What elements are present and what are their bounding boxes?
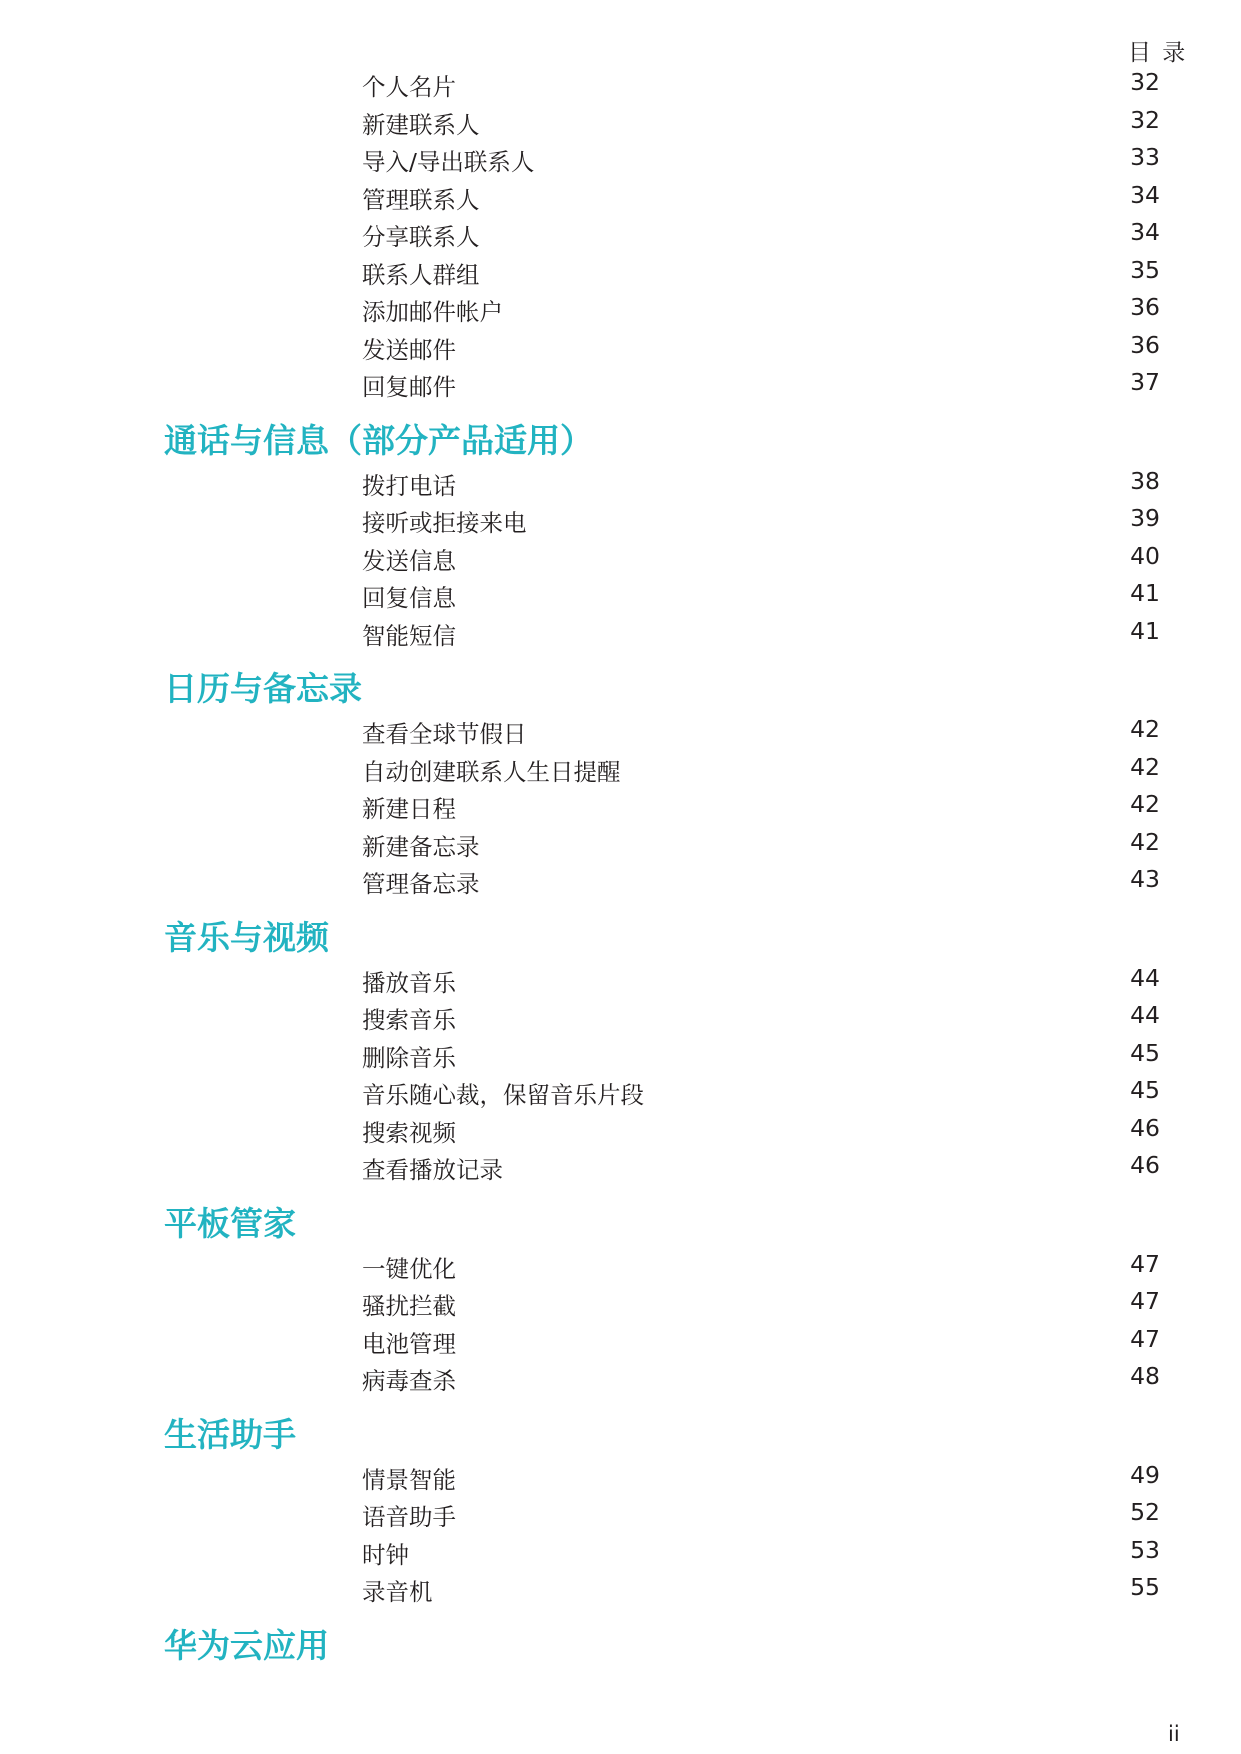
toc-entry-page-number: 47 <box>1130 1287 1160 1315</box>
toc-entry-title: 病毒查杀 <box>362 1367 456 1395</box>
section-heading-text: 生活助手 <box>164 1414 296 1454</box>
toc-entry-page-number: 48 <box>1130 1362 1160 1390</box>
toc-entry-title: 回复邮件 <box>362 373 456 401</box>
section-heading-text: 平板管家 <box>164 1203 296 1243</box>
toc-entry-title: 录音机 <box>362 1578 433 1606</box>
toc-entry-title: 管理备忘录 <box>362 870 480 898</box>
toc-entry-title: 一键优化 <box>362 1254 456 1283</box>
toc-entry[interactable] <box>0 824 1241 862</box>
toc-entry-page-number: 39 <box>1130 504 1160 532</box>
section-heading-text: 日历与备忘录 <box>164 669 362 708</box>
toc-entry-page-number: 45 <box>1130 1076 1160 1104</box>
toc-entry-title: 接听或拒接来电 <box>362 509 527 537</box>
toc-entry[interactable] <box>0 500 1241 538</box>
toc-entry-title: 新建备忘录 <box>362 832 480 861</box>
toc-entry[interactable] <box>0 327 1241 365</box>
toc-section-heading[interactable] <box>0 899 1241 960</box>
toc-entry-page-number: 53 <box>1130 1535 1160 1564</box>
toc-entry[interactable] <box>0 1321 1241 1359</box>
toc-entry-title: 发送信息 <box>362 546 456 575</box>
toc-entry-title: 联系人群组 <box>362 260 480 289</box>
toc-section-heading[interactable] <box>0 1185 1241 1246</box>
toc-entry-page-number: 45 <box>1130 1038 1160 1067</box>
toc-header-label: 目 录 <box>1128 40 1188 66</box>
toc-entry-page-number: 43 <box>1130 865 1160 893</box>
toc-entry-title: 搜索音乐 <box>362 1006 456 1034</box>
toc-entry[interactable] <box>0 1072 1241 1110</box>
toc-entry-page-number: 34 <box>1130 218 1160 246</box>
toc-entry-page-number: 42 <box>1130 790 1160 818</box>
toc-entry[interactable] <box>0 1147 1241 1185</box>
toc-entry-page-number: 46 <box>1130 1113 1160 1142</box>
toc-entry-title: 回复信息 <box>362 584 456 612</box>
toc-entry[interactable] <box>0 538 1241 576</box>
toc-entry-title: 删除音乐 <box>362 1043 456 1072</box>
toc-entry-page-number: 52 <box>1130 1498 1160 1526</box>
toc-entry-title: 播放音乐 <box>362 968 456 997</box>
toc-entry-page-number: 42 <box>1130 715 1160 743</box>
toc-entry[interactable] <box>0 364 1241 402</box>
toc-entry[interactable] <box>0 463 1241 501</box>
toc-entry-page-number: 34 <box>1130 180 1160 209</box>
toc-entry-page-number: 38 <box>1130 466 1160 495</box>
toc-entry-page-number: 47 <box>1130 1249 1160 1278</box>
toc-entry-page-number: 47 <box>1130 1324 1160 1353</box>
toc-entry-title: 语音助手 <box>362 1503 456 1531</box>
toc-entry[interactable] <box>0 289 1241 327</box>
section-heading-text: 华为云应用 <box>164 1625 329 1665</box>
toc-entry-title: 智能短信 <box>362 621 456 650</box>
toc-section-heading[interactable] <box>0 402 1241 463</box>
toc-entry-title: 导入/导出联系人 <box>362 148 535 176</box>
toc-entry-page-number: 42 <box>1130 827 1160 856</box>
toc-entry[interactable] <box>0 1358 1241 1396</box>
toc-entry[interactable] <box>0 1246 1241 1284</box>
toc-entry[interactable] <box>0 575 1241 613</box>
section-heading-text: 音乐与视频 <box>164 917 329 957</box>
toc-entry-title: 管理联系人 <box>362 185 480 214</box>
toc-entry-page-number: 44 <box>1130 1001 1160 1029</box>
toc-entry-title: 电池管理 <box>362 1329 456 1358</box>
toc-entry-page-number: 33 <box>1130 143 1160 171</box>
toc-entry[interactable] <box>0 786 1241 824</box>
toc-entry-title: 添加邮件帐户 <box>362 298 503 326</box>
toc-entry-page-number: 44 <box>1130 963 1160 992</box>
toc-section-heading[interactable] <box>0 1396 1241 1457</box>
toc-entry-title: 个人名片 <box>362 73 456 101</box>
toc-section-heading[interactable] <box>0 650 1241 711</box>
toc-entry-title: 查看全球节假日 <box>362 720 527 748</box>
toc-entry-page-number: 42 <box>1130 752 1160 781</box>
toc-entry-title: 发送邮件 <box>362 335 456 364</box>
toc-entry[interactable] <box>0 64 1241 102</box>
toc-entry[interactable] <box>0 997 1241 1035</box>
toc-entry-page-number: 41 <box>1130 616 1160 645</box>
toc-entry[interactable] <box>0 711 1241 749</box>
toc-entry-page-number: 36 <box>1130 330 1160 359</box>
table-of-contents <box>0 64 1241 1668</box>
toc-entry-title: 搜索视频 <box>362 1118 456 1147</box>
toc-entry-title: 情景智能 <box>362 1465 456 1494</box>
toc-entry[interactable] <box>0 252 1241 290</box>
toc-entry-page-number: 40 <box>1130 541 1160 570</box>
toc-entry-title: 查看播放记录 <box>362 1156 503 1184</box>
toc-entry[interactable] <box>0 960 1241 998</box>
toc-entry-title: 分享联系人 <box>362 223 480 251</box>
toc-entry-page-number: 49 <box>1130 1460 1160 1489</box>
toc-entry[interactable] <box>0 1035 1241 1073</box>
toc-entry-page-number: 55 <box>1130 1573 1160 1601</box>
toc-entry[interactable] <box>0 177 1241 215</box>
toc-entry-page-number: 32 <box>1130 68 1160 96</box>
toc-entry-page-number: 46 <box>1130 1151 1160 1179</box>
toc-entry-title: 新建联系人 <box>362 110 480 139</box>
toc-entry-page-number: 35 <box>1130 255 1160 284</box>
toc-entry-page-number: 37 <box>1130 368 1160 396</box>
toc-entry[interactable] <box>0 1569 1241 1607</box>
toc-entry[interactable] <box>0 139 1241 177</box>
toc-entry-title: 骚扰拦截 <box>362 1292 456 1320</box>
toc-entry-page-number: 36 <box>1130 293 1160 321</box>
toc-entry[interactable] <box>0 1457 1241 1495</box>
toc-entry-title: 拨打电话 <box>362 471 456 500</box>
toc-entry-title: 自动创建联系人生日提醒 <box>362 757 621 786</box>
toc-entry[interactable] <box>0 861 1241 899</box>
toc-entry[interactable] <box>0 1532 1241 1570</box>
toc-entry[interactable] <box>0 1283 1241 1321</box>
footer-page-number: ii <box>1168 1722 1180 1746</box>
toc-section-heading[interactable] <box>0 1607 1241 1668</box>
toc-entry-title: 新建日程 <box>362 795 456 823</box>
toc-entry[interactable] <box>0 214 1241 252</box>
toc-entry[interactable] <box>0 749 1241 787</box>
toc-entry-title: 音乐随心裁，保留音乐片段 <box>362 1081 644 1109</box>
toc-entry[interactable] <box>0 613 1241 651</box>
toc-entry[interactable] <box>0 102 1241 140</box>
section-heading-text: 通话与信息（部分产品适用） <box>164 420 593 460</box>
toc-entry[interactable] <box>0 1110 1241 1148</box>
toc-entry[interactable] <box>0 1494 1241 1532</box>
toc-entry-page-number: 41 <box>1130 579 1160 607</box>
toc-entry-page-number: 32 <box>1130 105 1160 134</box>
toc-entry-title: 时钟 <box>362 1540 409 1569</box>
